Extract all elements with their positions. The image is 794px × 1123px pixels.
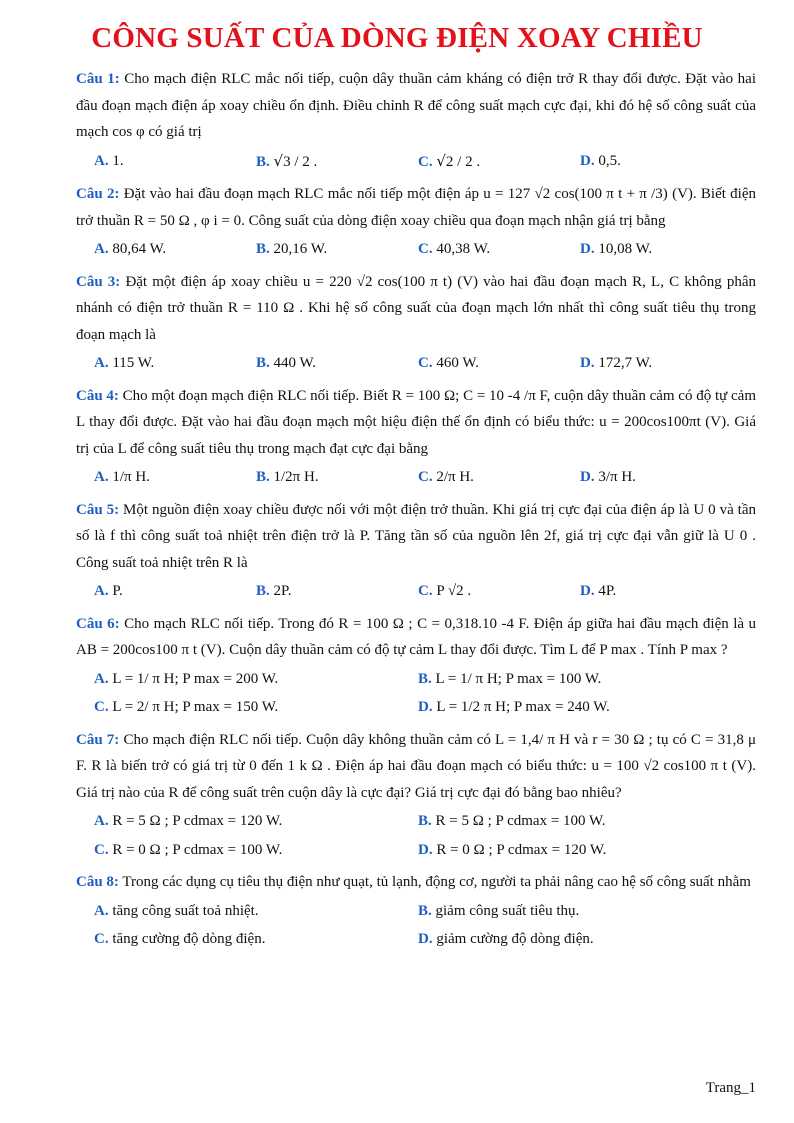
question-stem: Một nguồn điện xoay chiều được nối với một điện trở thuần. Khi giá trị cực đại của điện áp là U 0 và tần số là f thì công suất toả nhiệt trên điện trở là P. Tăng tần số của nguồn lên 2f, giá trị cực đại vẫn giữ là U 0 . Công suất toả nhiệt trên R là xyxy=(76,501,757,571)
question-list xyxy=(76,66,756,953)
option-text: 440 W. xyxy=(269,355,317,371)
option-d xyxy=(580,578,742,605)
question-1 xyxy=(76,66,756,146)
option-letter: D. xyxy=(418,841,433,858)
option-letter: D. xyxy=(580,469,595,485)
option-d xyxy=(580,464,742,491)
question-label: Câu 6: xyxy=(76,615,120,632)
option-text: 1. xyxy=(108,152,124,169)
option-text: tăng công suất toả nhiệt. xyxy=(108,902,259,919)
option-text: 2 / 2 . xyxy=(445,153,481,170)
option-d xyxy=(418,694,742,721)
option-text: 3 / 2 . xyxy=(283,153,318,170)
option-text: L = 1/2 π H; P max = 240 W. xyxy=(432,699,610,715)
options-row xyxy=(76,694,756,721)
options-row xyxy=(76,578,756,605)
option-c xyxy=(94,837,418,864)
sqrt-symbol: √ xyxy=(436,151,446,170)
question-stem: Đặt vào hai đầu đoạn mạch RLC mắc nối tiếp một điện áp u = 127 √2 cos(100 π t + π /3) (V). Biết điện trở thuần R = 50 Ω , φ i = 0. Công suất của dòng điện xoay chiều qua đoạn mạch nhận giá trị bằng xyxy=(76,186,757,229)
option-a xyxy=(94,578,256,605)
options-row xyxy=(76,148,756,176)
option-a xyxy=(94,666,418,693)
option-text: 0,5. xyxy=(594,152,621,169)
question-stem: Cho mạch RLC nối tiếp. Trong đó R = 100 Ω ; C = 0,318.10 -4 F. Điện áp giữa hai đầu mạch điện là u AB = 200cos100 π t (V). Cuộn dây thuần cảm có độ tự cảm L thay đổi được. Tìm L để P max . Tính P max ? xyxy=(76,615,757,658)
option-letter: C. xyxy=(418,469,433,485)
option-letter: A. xyxy=(94,902,109,919)
question-label: Câu 8: xyxy=(76,874,119,890)
option-text: 172,7 W. xyxy=(594,355,653,371)
option-letter: D. xyxy=(580,152,595,169)
question-7 xyxy=(76,727,756,807)
option-letter: D. xyxy=(580,355,595,371)
option-c xyxy=(418,148,580,176)
option-d xyxy=(580,236,742,263)
question-6 xyxy=(76,611,756,664)
option-text: giảm công suất tiêu thụ. xyxy=(431,902,580,919)
option-b xyxy=(256,464,418,491)
option-letter: C. xyxy=(94,841,109,858)
options-row xyxy=(76,350,756,377)
option-a xyxy=(94,808,418,835)
option-letter: A. xyxy=(94,813,109,829)
option-c xyxy=(418,578,580,605)
option-b xyxy=(256,578,418,605)
option-letter: A. xyxy=(94,355,109,371)
page-title: CÔNG SUẤT CỦA DÒNG ĐIỆN XOAY CHIỀU xyxy=(91,22,703,54)
page-number: Trang_1 xyxy=(705,1080,756,1096)
option-a xyxy=(94,236,256,263)
options-row xyxy=(76,926,756,953)
option-letter: A. xyxy=(94,469,109,485)
option-text: 2/π H. xyxy=(432,469,474,485)
option-b xyxy=(418,808,742,835)
option-d xyxy=(418,926,742,953)
option-c xyxy=(418,464,580,491)
option-text: 10,08 W. xyxy=(594,241,653,257)
option-letter: B. xyxy=(256,355,270,371)
option-text: L = 2/ π H; P max = 150 W. xyxy=(108,699,279,715)
option-letter: B. xyxy=(256,469,270,485)
option-text: L = 1/ π H; P max = 200 W. xyxy=(108,670,279,687)
option-d xyxy=(580,148,742,176)
option-text: 460 W. xyxy=(432,355,479,371)
option-text: R = 5 Ω ; P cdmax = 120 W. xyxy=(108,813,283,829)
option-d xyxy=(418,837,742,864)
option-letter: D. xyxy=(580,583,595,599)
option-text: 3/π H. xyxy=(594,469,636,485)
option-text: 1/2π H. xyxy=(269,469,319,485)
option-text: 2P. xyxy=(269,583,292,599)
question-4 xyxy=(76,383,756,463)
option-b xyxy=(256,236,418,263)
option-c xyxy=(418,350,580,377)
option-a xyxy=(94,148,256,176)
option-a xyxy=(94,898,418,925)
options-row xyxy=(76,808,756,835)
option-text: 4P. xyxy=(594,583,617,599)
option-letter: D. xyxy=(418,931,433,947)
option-b xyxy=(256,148,418,176)
option-letter: C. xyxy=(94,931,109,947)
option-text: 1/π H. xyxy=(108,469,150,485)
option-text: R = 0 Ω ; P cdmax = 120 W. xyxy=(432,841,607,858)
question-label: Câu 3: xyxy=(76,273,121,290)
option-letter: A. xyxy=(94,583,109,599)
option-text: R = 0 Ω ; P cdmax = 100 W. xyxy=(108,841,283,858)
question-5 xyxy=(76,497,756,577)
option-letter: B. xyxy=(256,153,270,170)
option-letter: C. xyxy=(418,355,433,371)
options-row xyxy=(76,837,756,864)
question-8 xyxy=(76,869,756,896)
options-row xyxy=(76,236,756,263)
question-3 xyxy=(76,269,756,349)
options-row xyxy=(76,464,756,491)
question-stem: Trong các dụng cụ tiêu thụ điện như quạt, tủ lạnh, động cơ, người ta phải nâng cao hệ số công suất nhằm xyxy=(118,874,751,890)
option-text: L = 1/ π H; P max = 100 W. xyxy=(431,670,602,687)
option-letter: B. xyxy=(418,813,432,829)
option-text: P. xyxy=(108,583,123,599)
option-c xyxy=(418,236,580,263)
option-letter: B. xyxy=(256,241,270,257)
option-letter: C. xyxy=(418,153,433,170)
question-label: Câu 7: xyxy=(76,731,120,748)
option-c xyxy=(94,926,418,953)
question-stem: Cho một đoạn mạch điện RLC nối tiếp. Biết R = 100 Ω; C = 10 -4 /π F, cuộn dây thuần cảm có độ tự cảm L thay đổi được. Đặt vào hai đầu đoạn mạch một hiệu điện thế ổn định có biểu thức: u = 200cos100πt (V). Giá trị của L để công suất tiêu thụ trong mạch đạt cực đại bằng xyxy=(76,387,756,457)
option-letter: A. xyxy=(94,152,109,169)
option-b xyxy=(418,898,742,925)
option-text: R = 5 Ω ; P cdmax = 100 W. xyxy=(431,813,606,829)
option-d xyxy=(580,350,742,377)
option-text: 80,64 W. xyxy=(108,241,167,257)
option-b xyxy=(418,666,742,693)
question-label: Câu 4: xyxy=(76,387,119,404)
option-letter: D. xyxy=(418,699,433,715)
option-letter: B. xyxy=(418,902,432,919)
option-text: giảm cường độ dòng điện. xyxy=(432,931,594,947)
option-text: P √2 . xyxy=(432,583,472,599)
question-stem: Đặt một điện áp xoay chiều u = 220 √2 cos(100 π t) (V) vào hai đầu đoạn mạch R, L, C không phân nhánh có điện trở thuần R = 110 Ω . Khi hệ số công suất của đoạn mạch lớn nhất thì công suất tiêu thụ trong đoạn mạch là xyxy=(76,273,757,343)
option-a xyxy=(94,350,256,377)
option-letter: C. xyxy=(418,241,433,257)
option-text: 115 W. xyxy=(108,355,155,371)
options-row xyxy=(76,666,756,693)
question-label: Câu 5: xyxy=(76,501,120,518)
option-text: 40,38 W. xyxy=(432,241,491,257)
question-2 xyxy=(76,181,756,234)
option-letter: D. xyxy=(580,241,595,257)
option-b xyxy=(256,350,418,377)
option-letter: A. xyxy=(94,241,109,257)
option-letter: B. xyxy=(418,670,432,687)
option-letter: C. xyxy=(94,699,109,715)
option-letter: B. xyxy=(256,583,270,599)
option-text: tăng cường độ dòng điện. xyxy=(108,931,266,947)
option-letter: A. xyxy=(94,670,109,687)
sqrt-symbol: √ xyxy=(273,151,284,170)
option-text: 20,16 W. xyxy=(269,241,328,257)
options-row xyxy=(76,898,756,925)
option-a xyxy=(94,464,256,491)
question-label: Câu 1: xyxy=(76,71,120,87)
question-label: Câu 2: xyxy=(76,186,120,202)
option-letter: C. xyxy=(418,583,433,599)
question-stem: Cho mạch điện RLC nối tiếp. Cuộn dây không thuần cảm có L = 1,4/ π H và r = 30 Ω ; tụ có C = 31,8 μ F. R là biến trở có giá trị từ 0 đến 1 k Ω . Điện áp hai đầu đoạn mạch có biểu thức: u = 100 √2 cos100 π t (V). Giá trị nào của R để công suất trên cuộn dây là cực đại? Giá trị cực đại đó bằng bao nhiêu? xyxy=(76,731,757,801)
option-c xyxy=(94,694,418,721)
question-stem: Cho mạch điện RLC mắc nối tiếp, cuộn dây thuần cảm kháng có điện trở R thay đổi được. Đặt vào hai đầu đoạn mạch điện áp xoay chiều ổn định. Điều chỉnh R để công suất mạch cực đại, khi đó hệ số công suất của mạch cos φ có giá trị xyxy=(76,71,756,140)
